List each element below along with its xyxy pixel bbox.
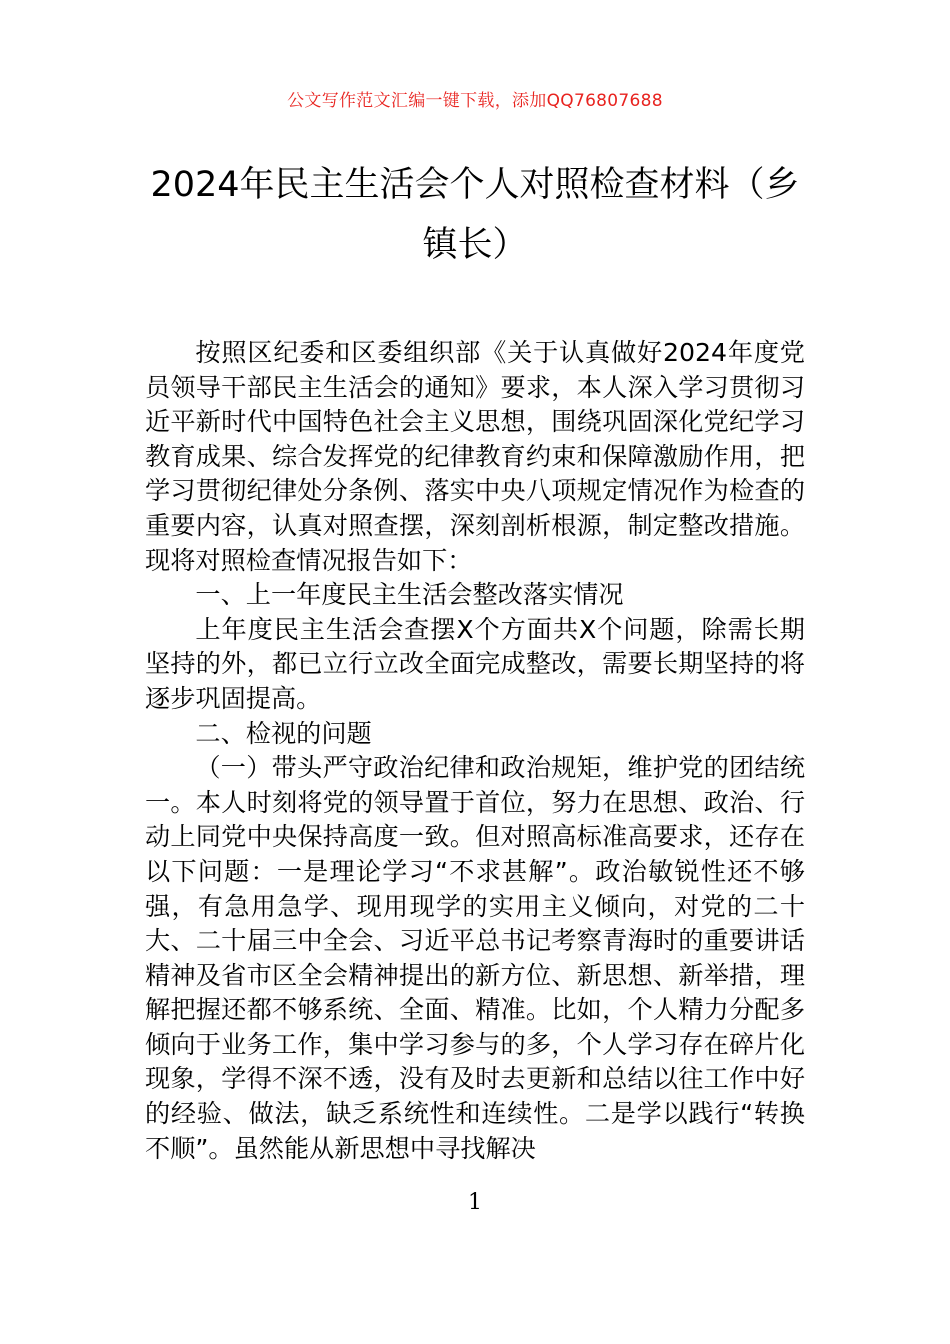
document-title: 2024年民主生活会个人对照检查材料（乡镇长）	[150, 165, 800, 265]
section-heading-2: 二、检视的问题	[195, 718, 372, 748]
page-number: 1	[468, 1190, 482, 1215]
section-heading-1: 一、上一年度民主生活会整改落实情况	[195, 580, 624, 610]
intro-paragraph: 按照区纪委和区委组织部《关于认真做好2024年度党员领导干部民主生活会的通知》要求，本人深入学习贯彻习近平新时代中国特色社会主义思想，围绕巩固深化党纪学习教育成果、综合发挥党的纪律教育约束和保障激励作用，把学习贯彻纪律处分条例、落实中央八项规定情况作为检查的重要内容，认真对照查摆，深刻剖析根源，制定整改措施。现将对照检查情况报告如下：	[145, 338, 805, 575]
section-1-paragraph: 上年度民主生活会查摆X个方面共X个问题，除需长期坚持的外，都已立行立改全面完成整改，需要长期坚持的将逐步巩固提高。	[145, 614, 805, 713]
document-body	[145, 336, 805, 1166]
section-2-paragraph: （一）带头严守政治纪律和政治规矩，维护党的团结统一。本人时刻将党的领导置于首位，努力在思想、政治、行动上同党中央保持高度一致。但对照高标准高要求，还存在以下问题：一是理论学习“不求甚解”。政治敏锐性还不够强，有急用急学、现用现学的实用主义倾向，对党的二十大、二十届三中全会、习近平总书记考察青海时的重要讲话精神及省市区全会精神提出的新方位、新思想、新举措，理解把握还都不够系统、全面、精准。比如，个人精力分配多倾向于业务工作，集中学习参与的多，个人学习存在碎片化现象，学得不深不透，没有及时去更新和总结以往工作中好的经验、做法，缺乏系统性和连续性。二是学以践行“转换不顺”。虽然能从新思想中寻找解决	[145, 753, 805, 1163]
download-notice: 公文写作范文汇编一键下载，添加QQ76807688	[287, 91, 663, 111]
